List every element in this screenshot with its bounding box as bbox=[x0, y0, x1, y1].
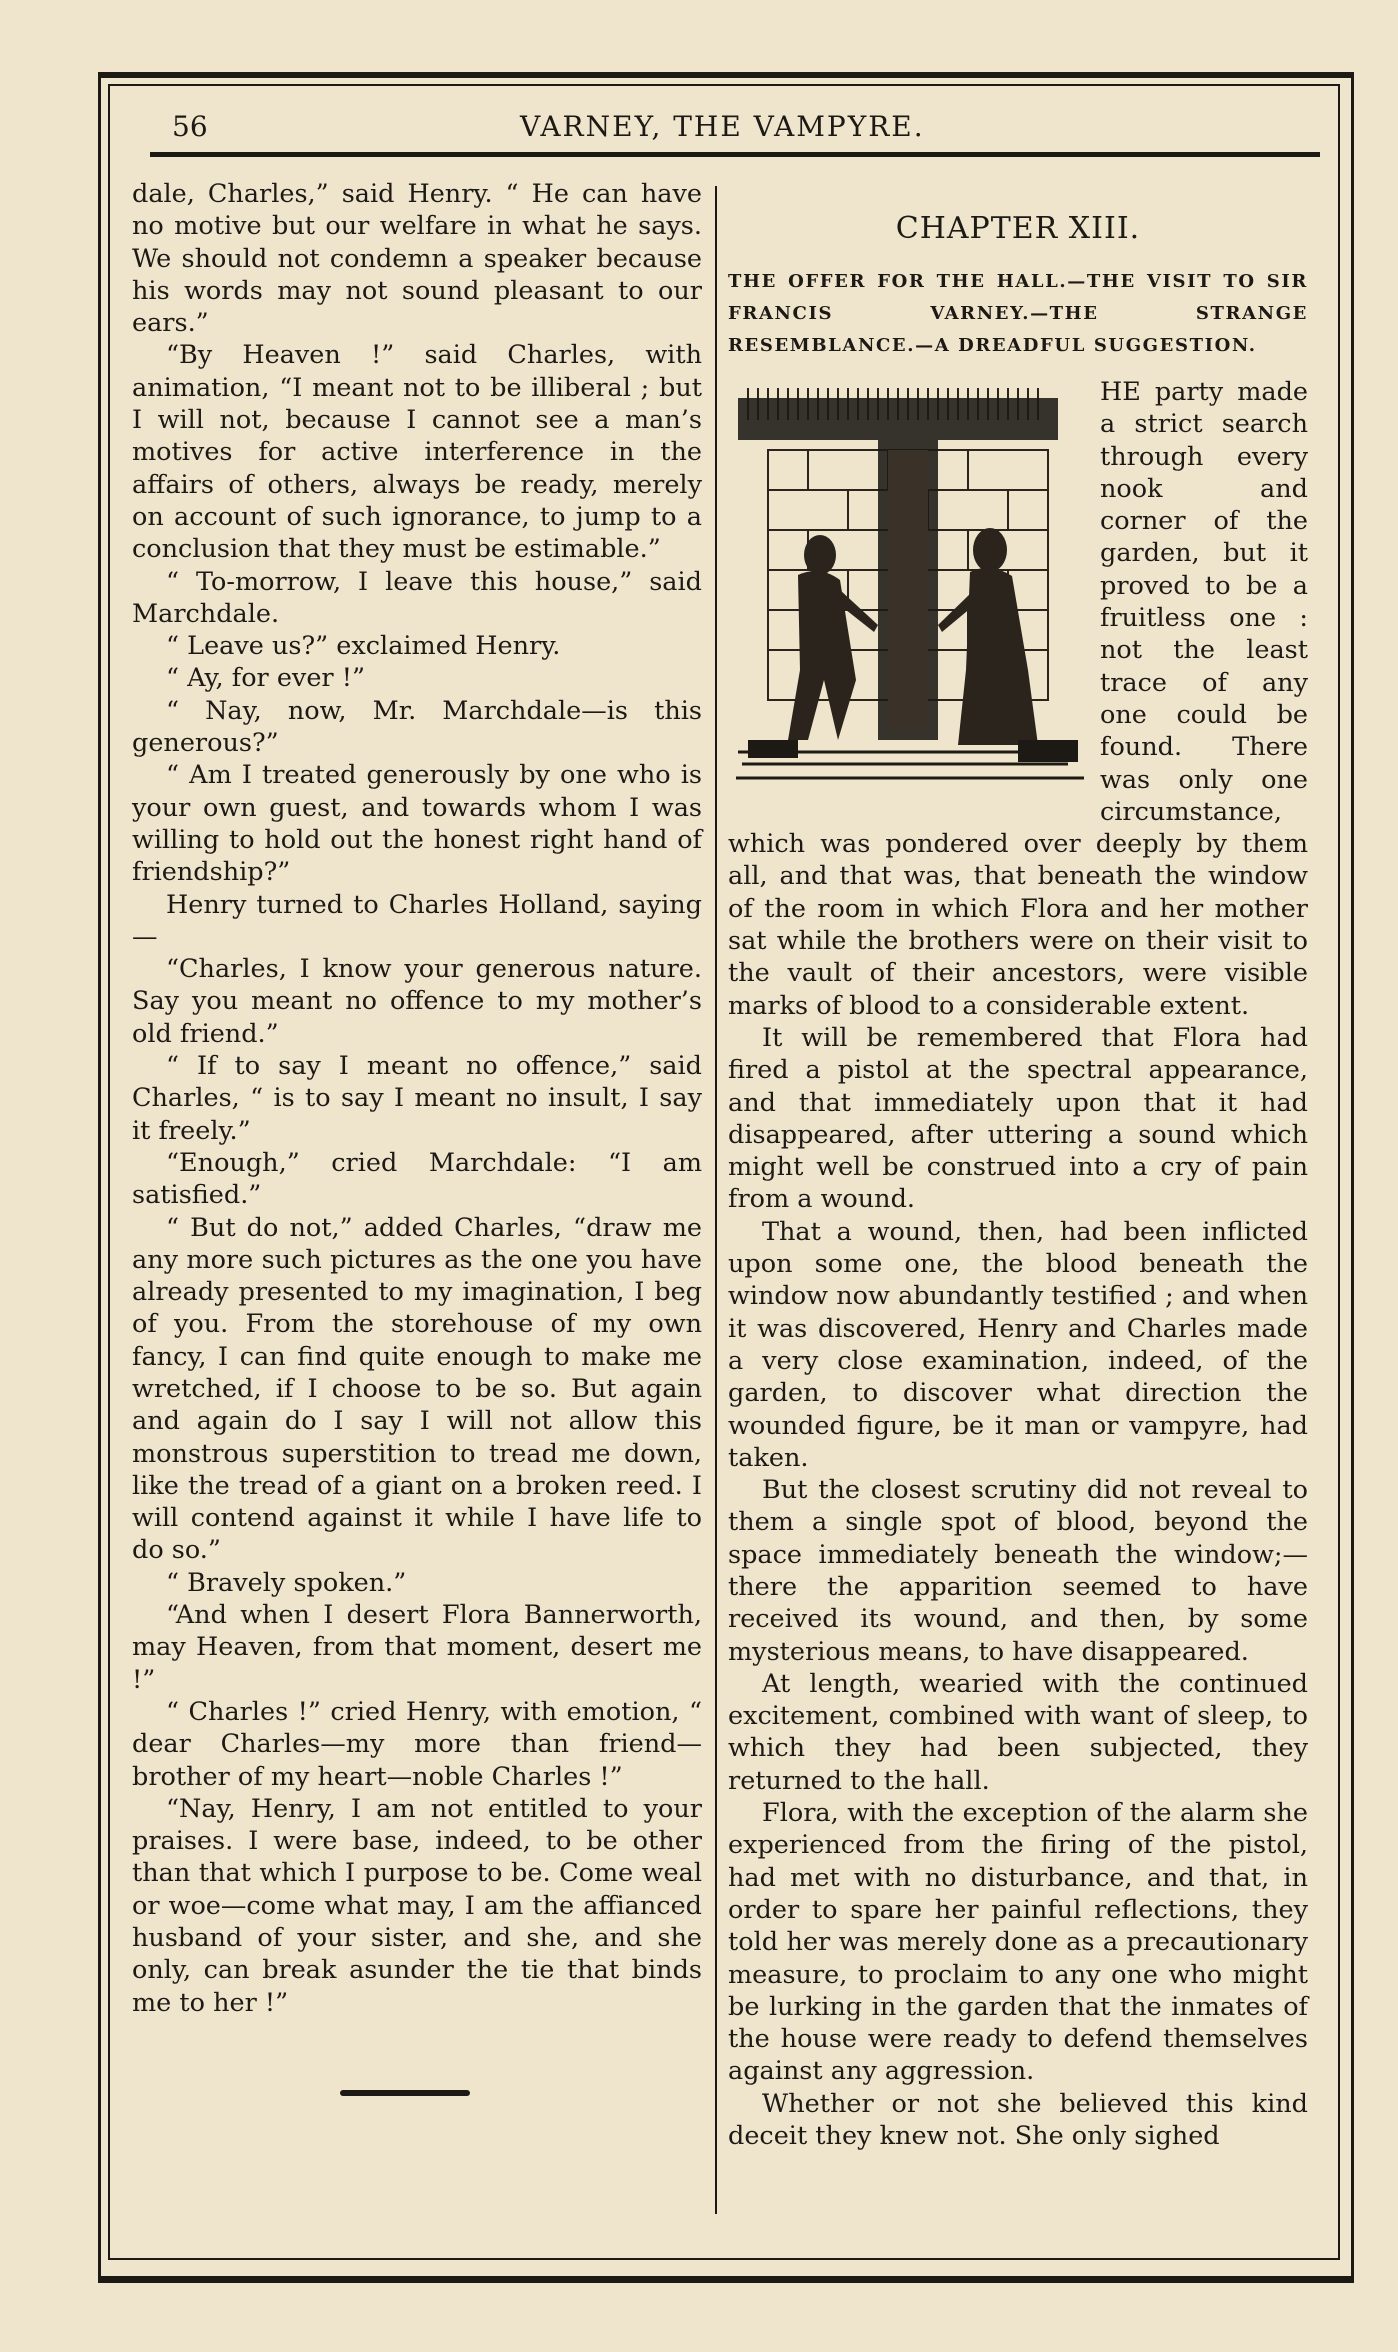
paragraph: Henry turned to Charles Holland, saying— bbox=[132, 889, 702, 952]
section-end-rule bbox=[340, 2090, 470, 2096]
column-divider bbox=[715, 186, 717, 2214]
paragraph: “Enough,” cried Marchdale: “I am satisfied.” bbox=[132, 1147, 702, 1211]
paragraph: “ To-morrow, I leave this house,” said Marchdale. bbox=[132, 566, 702, 629]
paragraph: “ If to say I meant no offence,” said Charles, “ is to say I meant no insult, I say it freely.” bbox=[132, 1051, 702, 1146]
paragraph: Flora, with the exception of the alarm she experienced from the firing of the pistol, had met with no disturbance, and that, in order to spare her painful reflections, they told her was merely done as a precautionary measure, to proclaim to any one who might be lurking in the garden that the inmates of the house were ready to defend themselves against any aggression. bbox=[728, 1798, 1308, 2087]
paragraph: But the closest scrutiny did not reveal to them a single spot of blood, beyond the space immediately beneath the window;—there the apparition seemed to have received its wound, and then, by some mysterious means, to have disappeared. bbox=[728, 1475, 1308, 1667]
paragraph: “ Nay, now, Mr. Marchdale—is this generous?” bbox=[132, 695, 702, 759]
paragraph: “Charles, I know your generous nature. Say you meant no offence to my mother’s old friend.” bbox=[132, 954, 702, 1049]
paragraph: HE party made a strict search through every nook and corner of the garden, but it proved to be a fruitless one : not the least trace of any one could be found. There was only one circumstance, which was pondered over deeply by them all, and that was, that beneath the window of the room in which Flora and her mother sat while the brothers were on their visit to the vault of their ancestors, were visible marks of blood to a considerable extent. bbox=[728, 377, 1308, 1021]
left-column bbox=[132, 178, 702, 2019]
page-number: 56 bbox=[172, 110, 208, 143]
paragraph: It will be remembered that Flora had fired a pistol at the spectral appearance, and that immediately upon that it had disappeared, after uttering a sound which might well be construed into a cry of pain from a wound. bbox=[728, 1022, 1308, 1215]
dropcap-illustration bbox=[728, 380, 1088, 800]
paragraph: That a wound, then, had been inflicted upon some one, the blood beneath the window now abundantly testified ; and when it was discovered, Henry and Charles made a very close examination, indeed, of the garden, to discover what direction the wounded figure, be it man or vampyre, had taken. bbox=[728, 1216, 1308, 1473]
running-title: VARNEY, THE VAMPYRE. bbox=[520, 110, 925, 143]
paragraph: “By Heaven !” said Charles, with animation, “I meant not to be illiberal ; but I will not, because I cannot see a man’s motives for active interference in the affairs of others, always be ready, merely on account of such ignorance, to jump to a conclusion that they must be estimable.” bbox=[132, 340, 702, 565]
paragraph: “ Leave us?” exclaimed Henry. bbox=[166, 631, 561, 662]
right-column bbox=[728, 210, 1308, 2152]
paragraph: dale, Charles,” said Henry. “ He can have no motive but our welfare in what he says. We should not condemn a speaker because his words may not sound pleasant to our ears.” bbox=[132, 179, 702, 339]
page-header bbox=[150, 100, 1320, 157]
paragraph: “ Charles !” cried Henry, with emotion, “ dear Charles—my more than friend—brother of my heart—noble Charles !” bbox=[132, 1696, 702, 1792]
paragraph: “ But do not,” added Charles, “draw me any more such pictures as the one you have already presented to my imagination, I beg of you. From the storehouse of my own fancy, I can find quite enough to make me wretched, if I choose to be so. But again and again do I say I will not allow this monstrous superstition to tread me down, like the tread of a giant on a broken reed. I will contend against it while I have life to do so.” bbox=[132, 1212, 702, 1566]
chapter-title: CHAPTER XIII. bbox=[895, 211, 1141, 246]
paragraph: “ Bravely spoken.” bbox=[166, 1567, 407, 1598]
paragraph: Whether or not she believed this kind deceit they knew not. She only sighed bbox=[728, 2088, 1308, 2152]
paragraph: “ Ay, for ever !” bbox=[166, 663, 366, 694]
paragraph: “ Am I treated generously by one who is your own guest, and towards whom I was willing to hold out the honest right hand of friendship?” bbox=[132, 760, 702, 888]
paragraph: “Nay, Henry, I am not entitled to your praises. I were base, indeed, to be other than that which I purpose to be. Come weal or woe—come what may, I am the affianced husband of your sister, and she, and she only, can break asunder the tie that binds me to her !” bbox=[132, 1793, 702, 2018]
paragraph: At length, wearied with the continued excitement, combined with want of sleep, to which they had been subjected, they returned to the hall. bbox=[728, 1668, 1308, 1796]
chapter-synopsis: THE OFFER FOR THE HALL.—THE VISIT TO SIR FRANCIS VARNEY.—THE STRANGE RESEMBLANCE.—A DREADFUL SUGGESTION. bbox=[728, 271, 1308, 356]
paragraph: “And when I desert Flora Bannerworth, may Heaven, from that moment, desert me !” bbox=[132, 1600, 702, 1695]
woodcut-t-icon bbox=[728, 380, 1088, 800]
